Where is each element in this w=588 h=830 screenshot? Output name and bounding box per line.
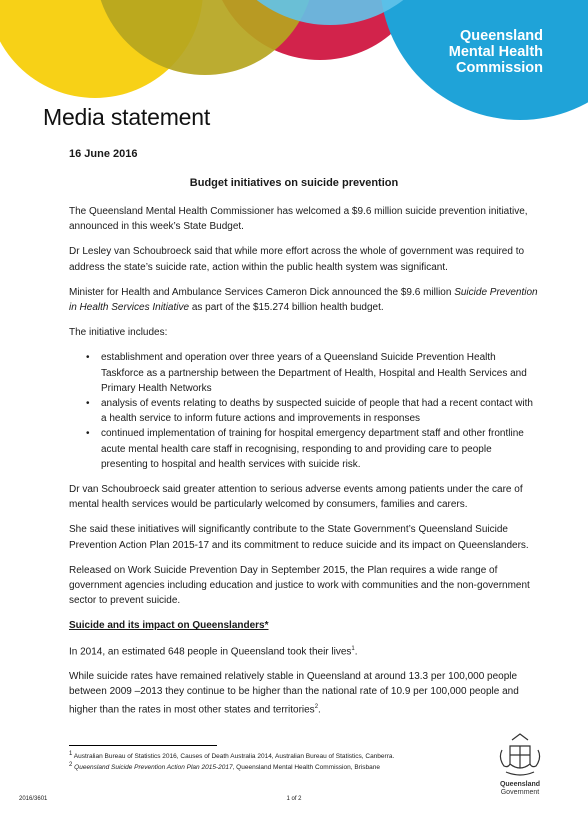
- statement-title: Budget initiatives on suicide prevention: [189, 177, 399, 189]
- gov-line-2: Government: [500, 789, 540, 796]
- p3-end: as part of the $15.274 billion health budget.: [189, 302, 384, 314]
- paragraph-8: [69, 642, 539, 660]
- paragraph-7: Released on Work Suicide Prevention Day in September 2015, the Plan requires a wide range of government agencies including education and justice to work with communities and the non-government sector to prevent suicide.: [69, 564, 530, 607]
- list-item-text: continued implementation of training for hospital emergency department staff and other frontline acute mental health care staff in recognising, responding to and providing care to people presenting to hospital and health services with suicide risk.: [101, 428, 524, 470]
- list-item: [86, 426, 539, 472]
- initiative-list: [69, 350, 539, 472]
- list-item: [86, 350, 539, 396]
- footnotes: [69, 750, 394, 772]
- p8-period: .: [354, 646, 358, 657]
- footnote-2-mark: 2: [69, 762, 73, 769]
- release-date: 16 June 2016: [69, 148, 138, 160]
- page-heading: Media statement: [43, 104, 211, 130]
- bullet-icon: •: [86, 398, 90, 410]
- section-subheading: Suicide and its impact on Queenslanders*: [69, 620, 269, 632]
- footnote-ref-1: 1: [351, 645, 355, 652]
- footnote-ref-2: 2: [314, 703, 319, 710]
- logo-line-1: Queensland: [460, 28, 543, 44]
- footnote-1: [69, 750, 394, 761]
- logo-line-2: Mental Health: [448, 44, 543, 60]
- paragraph-5: Dr van Schoubroeck said greater attention to serious adverse events among patients under the care of mental health services would be particularly welcomed by consumers, families and carers.: [69, 484, 523, 511]
- bullet-icon: •: [86, 352, 90, 364]
- paragraph-3: [69, 285, 539, 315]
- logo-line-3: Commission: [455, 60, 543, 76]
- footnote-divider: [69, 745, 217, 746]
- document-code: 2016/3601: [19, 796, 48, 802]
- paragraph-1: The Queensland Mental Health Commissioner has welcomed a $9.6 million suicide prevention initiative, announced in this week’s State Budget.: [69, 206, 528, 233]
- list-item: [86, 396, 539, 426]
- p9-period: .: [318, 703, 321, 715]
- commission-logo: [449, 28, 543, 76]
- list-item-text: establishment and operation over three years of a Queensland Suicide Prevention Health Taskforce as a partnership between the Department of Health, Hospital and Health Services and Primary Health Networks: [101, 352, 527, 394]
- gov-line-1: Queensland: [499, 781, 541, 788]
- footnote-2-title: Queensland Suicide Prevention Action Plan 2015-2017: [74, 764, 233, 772]
- p3-start: Minister for Health and Ambulance Services Cameron Dick announced the $9.6 million: [69, 286, 455, 298]
- paragraph-2: Dr Lesley van Schoubroeck said that while more effort across the whole of government was required to address the state’s suicide rate, action within the public health system was significant.: [69, 246, 525, 273]
- paragraph-9: [69, 669, 539, 717]
- page-number: 1 of 2: [286, 796, 302, 802]
- statement-body: [69, 204, 539, 727]
- queensland-government-crest-icon: [490, 730, 550, 800]
- paragraph-4: The initiative includes:: [69, 327, 168, 339]
- p8-text: In 2014, an estimated 648 people in Queensland took their lives: [69, 646, 352, 657]
- list-item-text: analysis of events relating to deaths by suspected suicide of people that had a recent contact with a health service to inform future actions and improvements in responses: [101, 398, 533, 425]
- p9-text: While suicide rates have remained relatively stable in Queensland at around 13.3 per 100,000 people between 2009 –2013 they continue to be higher than the national rate of 10.9 per 100,000 people and higher than the rates in most other states and territories: [69, 671, 519, 715]
- footnote-1-text: Australian Bureau of Statistics 2016, Causes of Death Australia 2014, Australian Bureau of Statistics, Canberra.: [73, 753, 395, 761]
- footnote-2-text: , Queensland Mental Health Commission, Brisbane: [232, 764, 380, 772]
- footnote-1-mark: 1: [69, 751, 73, 757]
- bullet-icon: •: [86, 428, 90, 440]
- footnote-2: [69, 761, 394, 772]
- paragraph-6: She said these initiatives will significantly contribute to the State Government’s Queensland Suicide Prevention Action Plan 2015-17 and its commitment to reduce suicide and its impact on Queenslanders.: [69, 524, 529, 551]
- initiative-name: Suicide Prevention in Health Services Initiative: [69, 286, 538, 314]
